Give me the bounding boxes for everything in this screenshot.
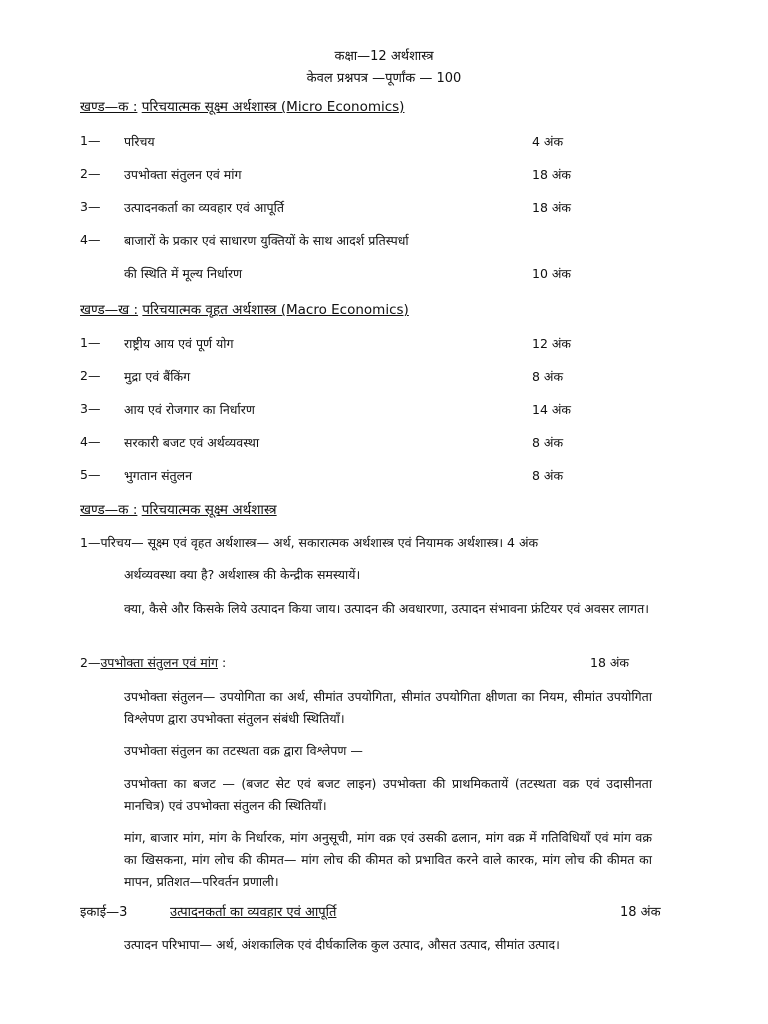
unit-1-paragraph-2: क्या, कैसे और किसके लिये उत्पादन किया जाय। उत्पादन की अवधारणा, उत्पादन संभावना फ्रंटियर एवं अवसर लागत।: [124, 601, 649, 616]
section-a-item-2-marks: 18 अंक: [532, 167, 572, 182]
section-b-item-5-marks: 8 अंक: [532, 468, 564, 483]
section-b-item-3-marks: 14 अंक: [532, 402, 572, 417]
section-b-item-2-number: 2—: [80, 368, 101, 383]
section-b-item-1-text: राष्ट्रीय आय एवं पूर्ण योग: [124, 336, 234, 351]
document-title: कक्षा—12 अर्थशास्त्र: [334, 49, 434, 64]
section-a-heading: [80, 97, 404, 115]
section-a-item-2-text: उपभोक्ता संतुलन एवं मांग: [124, 167, 242, 182]
section-a-prefix: खण्ड—क :: [80, 99, 138, 115]
detail-heading-prefix: खण्ड—क :: [80, 502, 138, 518]
unit-1-paragraph-1: अर्थव्यवस्था क्या है? अर्थशास्त्र की केन्द्रीक समस्यायें।: [124, 567, 361, 582]
section-b-item-3-text: आय एवं रोजगार का निर्धारण: [124, 402, 255, 417]
section-a-title: परिचयात्मक सूक्ष्म अर्थशास्त्र (Micro Economics): [141, 99, 405, 115]
unit-2-marks: 18 अंक: [590, 655, 630, 670]
unit-2-paragraph-4: मांग, बाजार मांग, मांग के निर्धारक, मांग अनुसूची, मांग वक्र एवं उसकी ढलान, मांग वक्र में गतिविधियाँ एवं मांग वक्र का खिसकना, मांग लोच की कीमत— मांग लोच की कीमत को प्रभावित करने वाले कारक, मांग लोच की कीमत का मापन, प्रतिशत—परिवर्तन प्रणाली।: [124, 830, 652, 889]
unit-3-paragraph-1: उत्पादन परिभापा— अर्थ, अंशकालिक एवं दीर्घकालिक कुल उत्पाद, औसत उत्पाद, सीमांत उत्पाद।: [124, 937, 560, 952]
section-a-item-4-marks: 10 अंक: [532, 266, 572, 281]
unit-3-title: उत्पादनकर्ता का व्यवहार एवं आपूर्ति: [170, 905, 337, 920]
section-a-item-4-number: 4—: [80, 232, 101, 247]
section-a-item-1-marks: 4 अंक: [532, 134, 564, 149]
section-b-item-2-marks: 8 अंक: [532, 369, 564, 384]
section-b-prefix: खण्ड—ख :: [80, 302, 139, 318]
section-b-item-2-text: मुद्रा एवं बैंकिंग: [124, 369, 191, 384]
section-b-item-1-marks: 12 अंक: [532, 336, 572, 351]
unit-2-paragraph-1: उपभोक्ता संतुलन— उपयोगिता का अर्थ, सीमांत उपयोगिता, सीमांत उपयोगिता क्षीणता का नियम, सीमांत उपयोगिता विश्लेपण द्वारा उपभोक्ता संतुलन संबंधी स्थितियाँ।: [124, 689, 652, 726]
section-a-item-4-continuation: की स्थिति में मूल्य निर्धारण: [124, 266, 243, 281]
section-a-item-2-number: 2—: [80, 166, 101, 181]
detail-heading-title: परिचयात्मक सूक्ष्म अर्थशास्त्र: [141, 502, 277, 518]
detail-heading: [80, 500, 277, 518]
section-b-heading: [80, 300, 409, 318]
section-b-item-3-number: 3—: [80, 401, 101, 416]
section-a-item-1-text: परिचय: [124, 134, 155, 149]
unit-1-intro-line: 1—परिचय— सूक्ष्म एवं वृहत अर्थशास्त्र— अर्थ, सकारात्मक अर्थशास्त्र एवं नियामक अर्थशास्त्र। 4 अंक: [80, 535, 539, 550]
section-a-item-3-marks: 18 अंक: [532, 200, 572, 215]
section-b-item-4-number: 4—: [80, 434, 101, 449]
unit-3-marks: 18 अंक: [620, 905, 661, 920]
unit-2-paragraph-3: उपभोक्ता का बजट — (बजट सेट एवं बजट लाइन) उपभोक्ता की प्राथमिकतायें (तटस्थता वक्र एवं उदासीनता मानचित्र) एवं उपभोक्ता संतुलन की स्थितियाँ।: [124, 776, 652, 813]
section-b-item-5-number: 5—: [80, 467, 101, 482]
section-b-title: परिचयात्मक वृहत अर्थशास्त्र (Macro Economics): [142, 302, 409, 318]
unit-2-prefix: 2—: [80, 655, 101, 670]
unit-2-title: उपभोक्ता संतुलन एवं मांग: [100, 655, 219, 670]
section-b-item-1-number: 1—: [80, 335, 101, 350]
section-a-item-4-text: बाजारों के प्रकार एवं साधारण युक्तियों के साथ आदर्श प्रतिस्पर्धा: [124, 233, 409, 248]
section-a-item-1-number: 1—: [80, 133, 101, 148]
unit-2-heading: [80, 654, 226, 671]
unit-2-colon: :: [222, 655, 227, 670]
section-a-item-3-text: उत्पादनकर्ता का व्यवहार एवं आपूर्ति: [124, 200, 285, 215]
section-b-item-4-marks: 8 अंक: [532, 435, 564, 450]
section-a-item-3-number: 3—: [80, 199, 101, 214]
section-b-item-5-text: भुगतान संतुलन: [124, 468, 193, 483]
unit-3-label: इकाई—3: [80, 905, 128, 920]
document-subtitle: केवल प्रश्नपत्र —पूर्णांक — 100: [306, 71, 462, 86]
section-b-item-4-text: सरकारी बजट एवं अर्थव्यवस्था: [124, 435, 260, 450]
unit-2-paragraph-2: उपभोक्ता संतुलन का तटस्थता वक्र द्वारा विश्लेपण —: [124, 743, 363, 758]
